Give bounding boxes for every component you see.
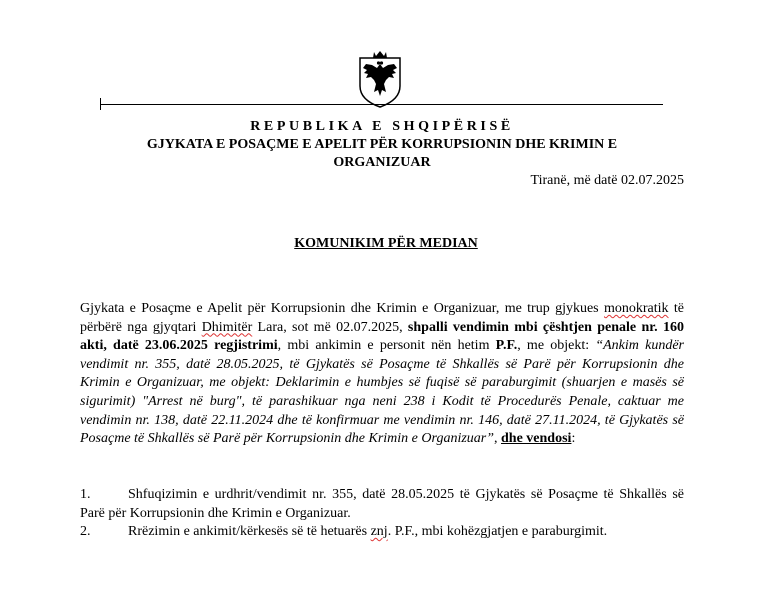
text: të përbërë nga gjyqtari <box>80 301 685 335</box>
list-text: Rrëzimin e ankimit/kërkesës së të hetuarës <box>128 524 371 540</box>
list-text: . P.F., mbi kohëzgjatjen e paraburgimit. <box>387 524 608 540</box>
header-rule <box>100 98 663 110</box>
bold-text: P.F. <box>495 338 518 354</box>
text: , <box>494 431 502 447</box>
list-number: 2. <box>80 524 91 540</box>
spellcheck-word: znj <box>370 524 388 540</box>
document-date: Tiranë, më datë 02.07.2025 <box>530 173 684 188</box>
court-name-line2: ORGANIZUAR <box>333 155 431 170</box>
text: Gjykata e Posaçme e Apelit për Korrupsionin dhe Krimin e Organizuar, me trup gjykues <box>80 301 604 316</box>
republic-heading: REPUBLIKA E SHQIPËRISË <box>250 119 514 134</box>
text: , me objekt: <box>517 338 596 354</box>
list-item <box>80 523 684 542</box>
court-name <box>80 136 684 172</box>
quoted-objective: “Ankim kundër vendimit nr. 355, datë 28.05.2025, të Gjykatës së Posaçme të Shkallës së Parë për Korrupsionin dhe Krimin e Organizuar, me objekt: Deklarimin e humbjes së fuqisë së paraburgimit (shuarjen e masës së sigurimit) "Arrest në burg", të parashikuar nga neni 238 i Kodit të Procedurës Penale, caktuar me vendimin nr. 138, datë 22.11.2024 dhe të konfirmuar me vendimin nr. 146, datë 27.11.2024, të Gjykatës së Posaçme të Shkallës së Parë për Korrupsionin dhe Krimin e Organizuar” <box>80 338 684 447</box>
main-paragraph <box>80 300 684 449</box>
text: Lara, sot më 02.07.2025, <box>252 319 408 335</box>
rule-line <box>100 104 663 105</box>
court-name-line1: GJYKATA E POSAÇME E APELIT PËR KORRUPSIONIN DHE KRIMIN E <box>146 137 618 152</box>
list-number: 1. <box>80 487 91 502</box>
text: : <box>571 431 576 447</box>
text: , mbi ankimin e personit nën hetim <box>277 338 496 354</box>
list-item <box>80 486 684 523</box>
decision-list <box>80 486 684 542</box>
bold-underlined-text: dhe vendosi <box>501 431 572 447</box>
spellcheck-word: monokratik <box>604 301 669 316</box>
page-title: KOMUNIKIM PËR MEDIAN <box>294 236 478 251</box>
rule-tick <box>100 98 101 110</box>
bold-text: shpalli vendimin mbi çështjen penale nr. 160 akti, datë 23.06.2025 regjistrimi <box>80 319 684 354</box>
spellcheck-word: Dhimitër <box>201 319 253 335</box>
list-text: Shfuqizimin e urdhrit/vendimit nr. 355, datë 28.05.2025 të Gjykatës së Posaçme të Shkallës së Parë për Korrupsionin dhe Krimin e Organizuar. <box>80 487 684 521</box>
